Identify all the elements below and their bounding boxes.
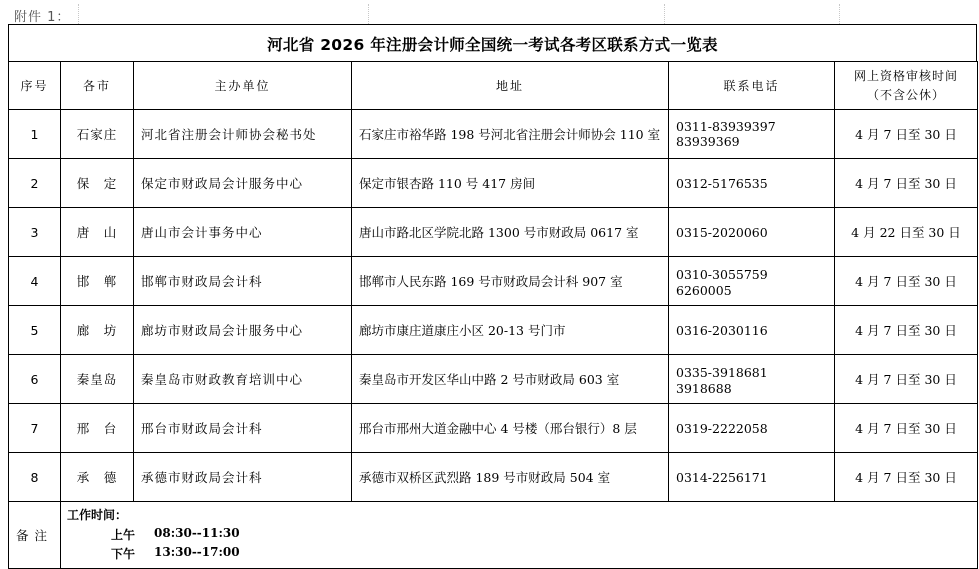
header-review-time bbox=[835, 62, 978, 110]
page-title: 河北省 2026 年注册会计师全国统一考试各考区联系方式一览表 bbox=[267, 35, 718, 54]
cell-phone: 0310-3055759 6260005 bbox=[669, 257, 835, 306]
cell-address: 承德市双桥区武烈路 189 号市财政局 504 室 bbox=[352, 453, 669, 502]
cell-no: 6 bbox=[9, 355, 61, 404]
cell-city: 保 定 bbox=[61, 159, 134, 208]
afternoon-label: 下午 bbox=[111, 547, 136, 561]
table-row bbox=[9, 159, 978, 208]
cell-address: 唐山市路北区学院北路 1300 号市财政局 0617 室 bbox=[352, 208, 669, 257]
header-phone: 联系电话 bbox=[669, 62, 835, 110]
morning-label: 上午 bbox=[111, 528, 136, 542]
cell-no: 4 bbox=[9, 257, 61, 306]
cell-organizer: 承德市财政局会计科 bbox=[134, 453, 352, 502]
cell-no: 7 bbox=[9, 404, 61, 453]
cell-organizer: 秦皇岛市财政教育培训中心 bbox=[134, 355, 352, 404]
cell-city: 邢 台 bbox=[61, 404, 134, 453]
cell-address: 保定市银杏路 110 号 417 房间 bbox=[352, 159, 669, 208]
cell-organizer: 河北省注册会计师协会秘书处 bbox=[134, 110, 352, 159]
contact-table bbox=[8, 61, 978, 569]
cell-phone: 0312-5176535 bbox=[669, 159, 835, 208]
cell-address: 秦皇岛市开发区华山中路 2 号市财政局 603 室 bbox=[352, 355, 669, 404]
cell-phone: 0335-3918681 3918688 bbox=[669, 355, 835, 404]
table-row bbox=[9, 404, 978, 453]
cell-organizer: 邯郸市财政局会计科 bbox=[134, 257, 352, 306]
remarks-content bbox=[61, 502, 978, 569]
cell-review-time: 4 月 7 日至 30 日 bbox=[835, 453, 978, 502]
header-no: 序号 bbox=[9, 62, 61, 110]
cell-divider bbox=[368, 4, 369, 24]
header-address: 地址 bbox=[352, 62, 669, 110]
cell-no: 2 bbox=[9, 159, 61, 208]
afternoon-time: 13:30--17:00 bbox=[154, 545, 240, 559]
cell-review-time: 4 月 7 日至 30 日 bbox=[835, 159, 978, 208]
work-hours-title: 工作时间： bbox=[67, 508, 128, 522]
cell-city: 石家庄 bbox=[61, 110, 134, 159]
cell-review-time: 4 月 7 日至 30 日 bbox=[835, 110, 978, 159]
table-row bbox=[9, 208, 978, 257]
cell-address: 邢台市邢州大道金融中心 4 号楼（邢台银行）8 层 bbox=[352, 404, 669, 453]
cell-organizer: 保定市财政局会计服务中心 bbox=[134, 159, 352, 208]
cell-phone: 0314-2256171 bbox=[669, 453, 835, 502]
cell-city: 廊 坊 bbox=[61, 306, 134, 355]
cell-review-time: 4 月 7 日至 30 日 bbox=[835, 404, 978, 453]
cell-no: 5 bbox=[9, 306, 61, 355]
title-band bbox=[8, 24, 977, 62]
cell-city: 邯 郸 bbox=[61, 257, 134, 306]
cell-organizer: 廊坊市财政局会计服务中心 bbox=[134, 306, 352, 355]
cell-address: 邯郸市人民东路 169 号市财政局会计科 907 室 bbox=[352, 257, 669, 306]
cell-review-time: 4 月 7 日至 30 日 bbox=[835, 355, 978, 404]
cell-no: 1 bbox=[9, 110, 61, 159]
cell-review-time: 4 月 22 日至 30 日 bbox=[835, 208, 978, 257]
cell-city: 唐 山 bbox=[61, 208, 134, 257]
cell-city: 承 德 bbox=[61, 453, 134, 502]
cell-address: 石家庄市裕华路 198 号河北省注册会计师协会 110 室 bbox=[352, 110, 669, 159]
cell-divider bbox=[78, 4, 79, 24]
attachment-label: 附件 1： bbox=[14, 10, 71, 25]
cell-phone: 0316-2030116 bbox=[669, 306, 835, 355]
cell-no: 8 bbox=[9, 453, 61, 502]
cell-organizer: 唐山市会计事务中心 bbox=[134, 208, 352, 257]
table-header-row bbox=[9, 62, 978, 110]
cell-phone: 0311-83939397 83939369 bbox=[669, 110, 835, 159]
table-row bbox=[9, 110, 978, 159]
cell-organizer: 邢台市财政局会计科 bbox=[134, 404, 352, 453]
attachment-row bbox=[8, 4, 977, 25]
cell-divider bbox=[664, 4, 665, 24]
header-review-time-line1: 网上资格审核时间 bbox=[853, 68, 958, 83]
remarks-label: 备注 bbox=[9, 502, 61, 569]
morning-time: 08:30--11:30 bbox=[154, 526, 240, 540]
cell-review-time: 4 月 7 日至 30 日 bbox=[835, 257, 978, 306]
cell-phone: 0319-2222058 bbox=[669, 404, 835, 453]
cell-no: 3 bbox=[9, 208, 61, 257]
table-row bbox=[9, 306, 978, 355]
header-organizer: 主办单位 bbox=[134, 62, 352, 110]
cell-address: 廊坊市康庄道康庄小区 20-13 号门市 bbox=[352, 306, 669, 355]
table-row bbox=[9, 355, 978, 404]
header-review-time-line2: （不含公休） bbox=[866, 87, 945, 102]
remarks-row bbox=[9, 502, 978, 569]
table-row bbox=[9, 257, 978, 306]
table-row bbox=[9, 453, 978, 502]
cell-review-time: 4 月 7 日至 30 日 bbox=[835, 306, 978, 355]
header-city: 各市 bbox=[61, 62, 134, 110]
cell-city: 秦皇岛 bbox=[61, 355, 134, 404]
cell-phone: 0315-2020060 bbox=[669, 208, 835, 257]
cell-divider bbox=[839, 4, 840, 24]
